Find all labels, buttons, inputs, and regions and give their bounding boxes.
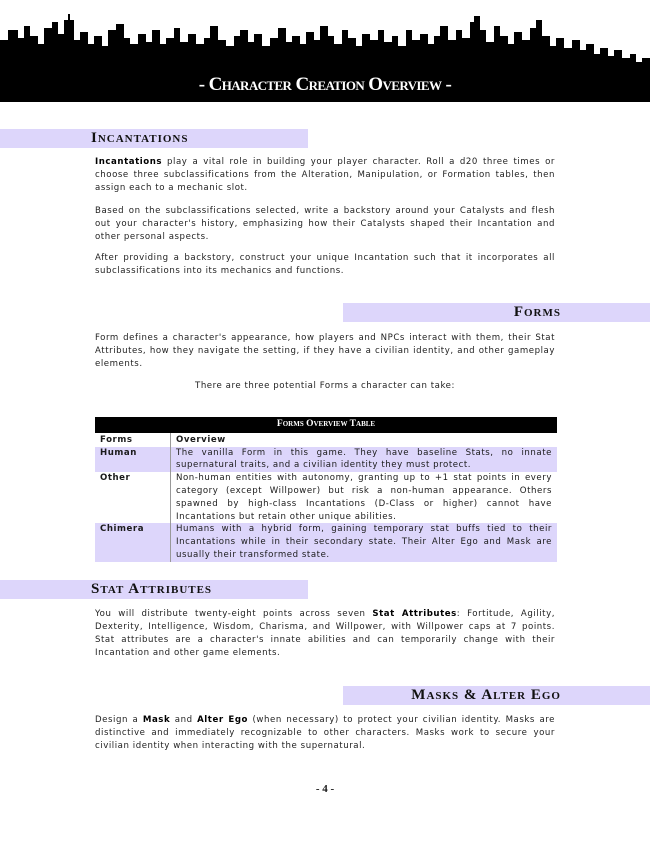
mask-term: Mask xyxy=(142,715,171,725)
section-bar-forms xyxy=(343,303,650,322)
form-overview-cell: Humans with a hybrid form, gaining temporary stat buffs tied to their Incantations while in their secondary state. Their Alter Ego and Mask are usually their transformed state. xyxy=(171,523,558,561)
column-header-forms: Forms xyxy=(95,433,171,447)
alter-ego-term: Alter Ego xyxy=(197,715,248,725)
forms-paragraph-2: There are three potential Forms a character can take: xyxy=(195,381,455,391)
table-row xyxy=(95,447,557,473)
form-overview-cell: Non-human entities with autonomy, granting up to +1 stat points in every category (except Willpower) but risk a non-human appearance. Others spawned by high-class Incantations (D-Class or higher) cannot have Incantations but retain other unique abilities. xyxy=(176,473,552,522)
forms-paragraph-1: Form defines a character's appearance, how players and NPCs interact with them, their Stat Attributes, how they navigate the setting, if they have a civilian identity, and other gameplay elements. xyxy=(95,333,555,369)
table-caption: Forms Overview Table xyxy=(95,417,557,433)
section-title-incantations: Incantations xyxy=(91,130,189,146)
incantations-paragraph-2: Based on the subclassifications selected, write a backstory around your Catalysts and flesh out your character's history, emphasizing how their Catalysts shaped their Incantation and other personal aspects. xyxy=(95,206,555,242)
table-row xyxy=(95,523,557,561)
form-name-cell: Human xyxy=(95,447,171,473)
header-banner xyxy=(0,0,650,102)
section-title-stat-attributes: Stat Attributes xyxy=(91,581,213,597)
form-overview-cell: The vanilla Form in this game. They have baseline Stats, no innate supernatural traits, and a civilian identity they must protect. xyxy=(171,447,558,473)
table-row xyxy=(95,472,557,523)
incantations-term: Incantations xyxy=(95,157,163,167)
stat-attributes-term: Stat Attributes xyxy=(372,609,457,619)
incantations-paragraph-3: After providing a backstory, construct your unique Incantation such that it incorporates all subclassifications into its mechanics and functions. xyxy=(95,253,555,276)
masks-paragraph: Design a Mask and Alter Ego (when necessary) to protect your civilian identity. Masks are distinctive and immediately recognizable to other characters. Masks work to secure your civilian identity when interacting with the supernatural. xyxy=(95,715,556,751)
column-header-overview: Overview xyxy=(176,434,226,445)
incantations-paragraph-1: Incantations play a vital role in building your player character. Roll a d20 three times or choose three subclassifications from the Alteration, Manipulation, or Formation tables, then assign each to a mechanic slot. xyxy=(95,157,555,193)
form-name-cell: Chimera xyxy=(95,523,171,561)
stat-attributes-paragraph: You will distribute twenty-eight points across seven Stat Attributes: Fortitude, Agility, Dexterity, Intelligence, Wisdom, Charisma, and Willpower, with Willpower caps at 7 points. Stat attributes are a character's innate abilities and can temporarily change with their Incantation and other game elements. xyxy=(95,609,555,658)
section-title-forms: Forms xyxy=(513,304,561,320)
page-title: - Character Creation Overview - xyxy=(198,74,452,95)
page-number: - 4 - xyxy=(315,783,335,795)
form-name-cell: Other xyxy=(95,472,171,523)
forms-overview-table xyxy=(95,417,557,562)
table-header-row xyxy=(95,433,557,447)
section-title-masks: Masks & Alter Ego xyxy=(411,687,561,703)
